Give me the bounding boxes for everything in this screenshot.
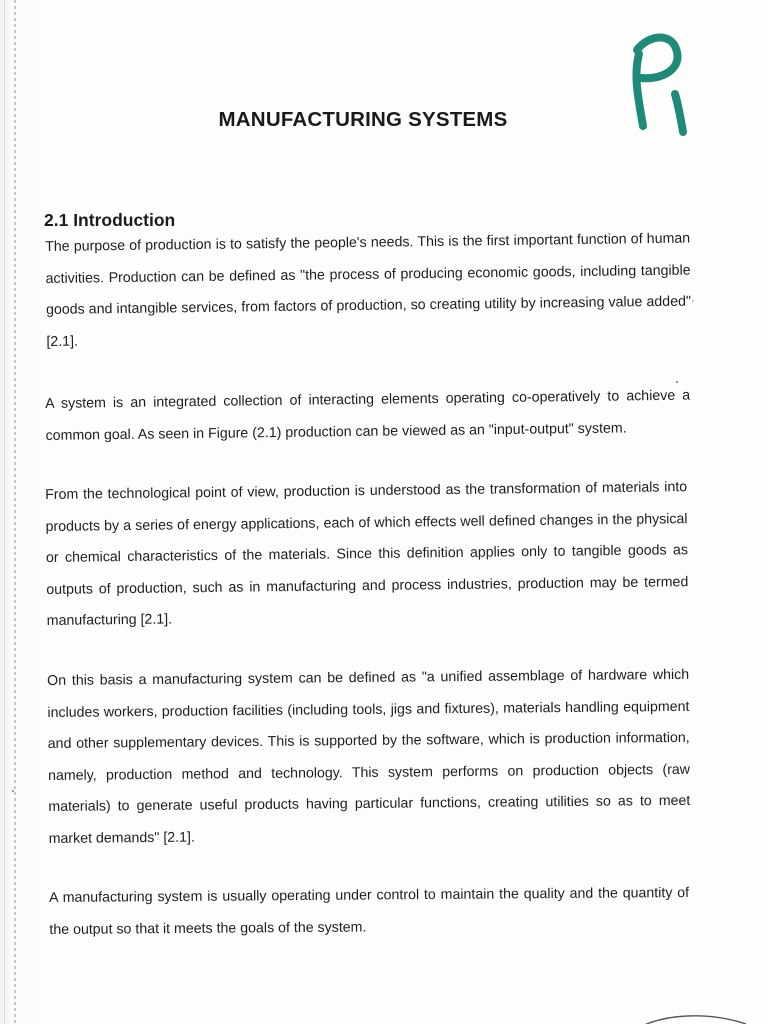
page-edge: [4, 0, 5, 1024]
scan-speck: [12, 790, 14, 792]
paragraph-system-definition: A system is an integrated collection of interacting elements operating co-operatively to achieve a common goal. As seen in Figure (2.1) production can be viewed as an "input-output" system.: [45, 387, 691, 444]
paragraph-purpose-of-production: The purpose of production is to satisfy the people's needs. This is the first important function of human activities. Production can be defined as "the process of producing economic goods, including tangible goods and intangible services, from factors of production, so creating utility by increasing value added" [2.1].: [45, 230, 692, 350]
paragraph-system-control: A manufacturing system is usually operating under control to maintain the quality and the quantity of the output so that it meets the goals of the system.: [49, 884, 690, 938]
binding-edge: [14, 0, 16, 1024]
paragraph-manufacturing-system-definition: On this basis a manufacturing system can be defined as "a unified assemblage of hardware which includes workers, production facilities (including tools, jigs and fixtures), materials handling equipment and other supplementary devices. This is supported by the software, which is production information, namely, production method and technology. This system performs on production objects (raw materials) to generate useful products having particular functions, creating utilities so as to meet market demands" [2.1].: [47, 666, 691, 847]
paragraph-technological-view: From the technological point of view, production is understood as the transformation of materials into products by a series of energy applications, each of which effects well defined changes in the physical or chemical characteristics of the materials. Since this definition applies only to tangible goods as outputs of production, such as in manufacturing and process industries, production may be termed manufacturing [2.1].: [45, 479, 689, 629]
section-heading: 2.1 Introduction: [44, 210, 176, 230]
scan-speck: [676, 381, 678, 383]
document-title: MANUFACTURING SYSTEMS: [218, 108, 508, 131]
scan-edge-curve: [640, 1012, 750, 1024]
scan-speck: [692, 300, 694, 302]
